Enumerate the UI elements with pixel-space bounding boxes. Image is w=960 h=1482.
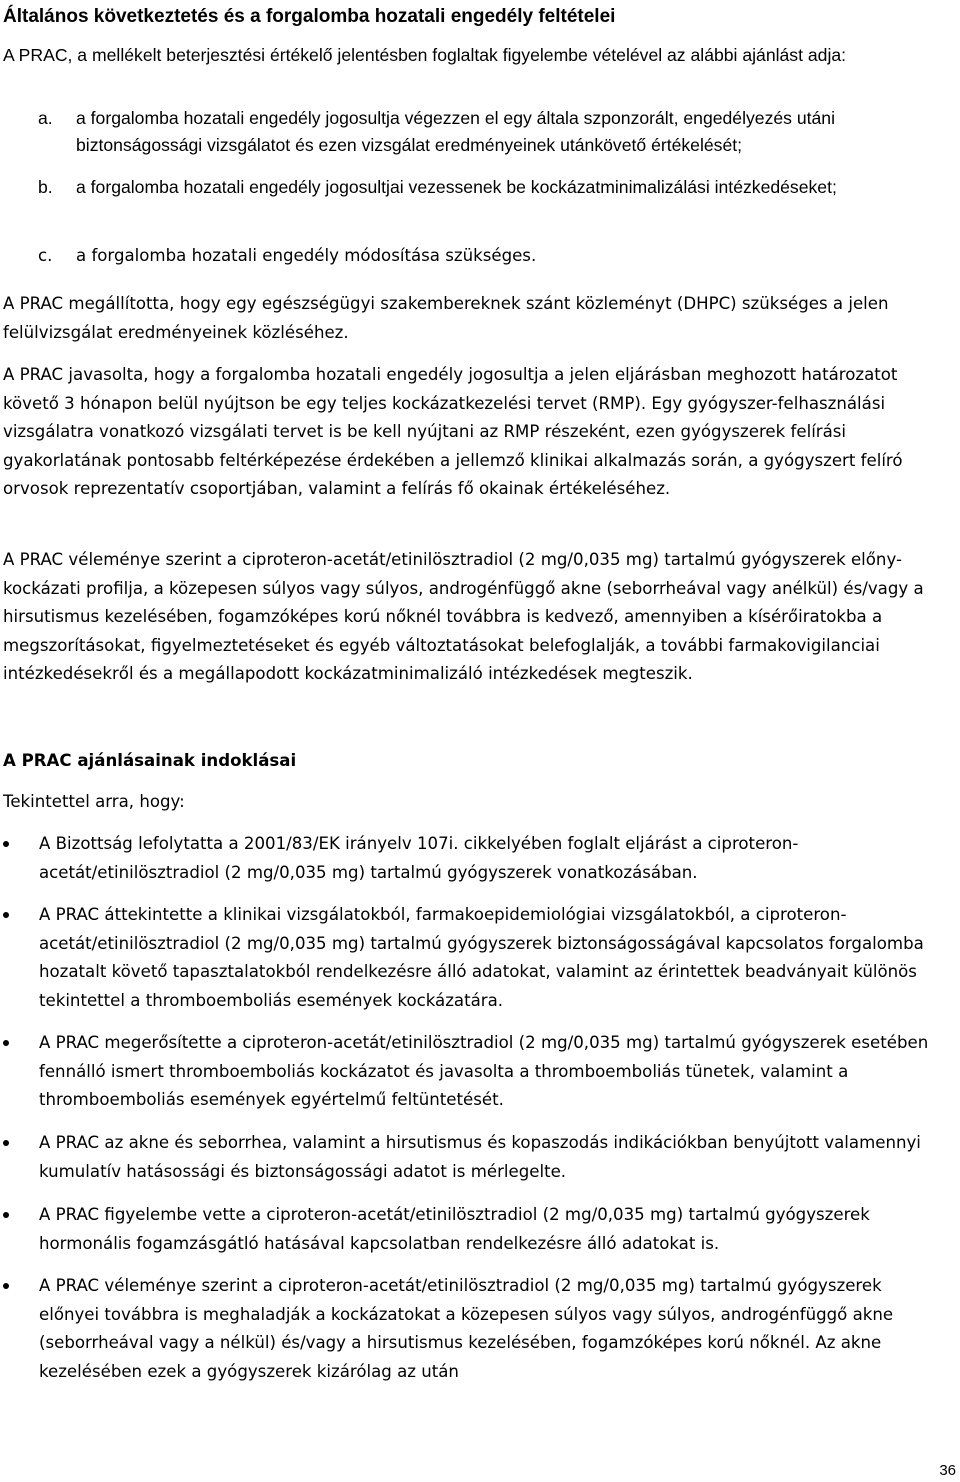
paragraph-dhpc: A PRAC megállította, hogy egy egészségügyi szakembereknek szánt közleményt (DHPC) szükséges a jelen felülvizsgálat eredményeinek közléséhez. — [3, 294, 889, 342]
paragraph-rmp: A PRAC javasolta, hogy a forgalomba hozatali engedély jogosultja a jelen eljárásban meghozott határozatot követő 3 hónapon belül nyújtson be egy teljes kockázatkezelési tervet (RMP). Egy gyógyszer-felhasználási vizsgálatra vonatkozó vizsgálati tervet is be kell nyújtani az RMP részeként, ezen gyógyszerek felírási gyakorlatának pontosabb feltérképezése érdekében a jellemző klinikai alkalmazás során, a gyógyszert felíró orvosok reprezentatív csoportjában, valamint a felírás fő okainak értékeléséhez. — [3, 365, 903, 499]
bullet-dot-icon — [3, 1283, 9, 1289]
list-item-b — [3, 174, 943, 201]
bullet-item — [3, 1201, 943, 1258]
page-number: 36 — [939, 1462, 956, 1479]
list-marker: b. — [38, 177, 53, 197]
bullet-text: A PRAC áttekintette a klinikai vizsgálatokból, farmakoepidemiológiai vizsgálatokból, a ciproteron-acetát/etinilösztradiol (2 mg/0,035 mg) tartalmú gyógyszerek biztonságosságával kapcsolatos forgalomba hozatalt követő tapasztalatokból rendelkezésre álló adatokat, valamint az érintettek beadványait különös tekintettel a thromboemboliás események kockázatára. — [39, 905, 924, 1010]
section-heading: A PRAC ajánlásainak indoklásai — [3, 751, 297, 770]
lead-text: Tekintettel arra, hogy: — [3, 792, 185, 811]
list-item-a — [3, 105, 943, 159]
conclusion-heading: Általános következtetés és a forgalomba hozatali engedély feltételei — [3, 6, 616, 27]
bullet-text: A PRAC véleménye szerint a ciproteron-acetát/etinilösztradiol (2 mg/0,035 mg) tartalmú gyógyszerek előnyei továbbra is meghaladják a kockázatokat a közepesen súlyos vagy súlyos, androgénfüggő akne (seborrheával vagy a nélkül) és/vagy a hirsutismus kezelésében, fogamzóképes korú nőknél. Az akne kezelésében ezek a gyógyszerek kizárólag az után — [39, 1276, 894, 1381]
bullet-dot-icon — [3, 912, 9, 918]
bullet-item — [3, 1129, 943, 1186]
list-item-c — [3, 242, 943, 269]
bullet-dot-icon — [3, 1212, 9, 1218]
bullet-text: A PRAC az akne és seborrhea, valamint a hirsutismus és kopaszodás indikációkban benyújtott valamennyi kumulatív hatásossági és biztonságossági adatot is mérlegelte. — [39, 1133, 921, 1181]
intro-paragraph: A PRAC, a mellékelt beterjesztési értékelő jelentésben foglaltak figyelembe vételével az alábbi ajánlást adja: — [3, 45, 847, 65]
bullet-text: A Bizottság lefolytatta a 2001/83/EK irányelv 107i. cikkelyében foglalt eljárást a ciproteron-acetát/etinilösztradiol (2 mg/0,035 mg) tartalmú gyógyszerek vonatkozásában. — [39, 834, 799, 882]
bullet-text: A PRAC megerősítette a ciproteron-acetát/etinilösztradiol (2 mg/0,035 mg) tartalmú gyógyszerek esetében fennálló ismert thromboemboliás kockázatot és javasolta a thromboemboliás tünetek, valamint a thromboemboliás események egyértelmű feltüntetését. — [39, 1033, 929, 1110]
list-item-text: a forgalomba hozatali engedély jogosultjai vezessenek be kockázatminimalizálási intézkedéseket; — [76, 177, 837, 197]
bullet-dot-icon — [3, 1140, 9, 1146]
bullet-item — [3, 830, 943, 887]
list-item-text: a forgalomba hozatali engedély jogosultja végezzen el egy általa szponzorált, engedélyezés utáni biztonságossági vizsgálatot és ezen vizsgálat eredményeinek utánkövető értékelését; — [76, 108, 835, 155]
bullet-dot-icon — [3, 1040, 9, 1046]
list-item-text: a forgalomba hozatali engedély módosítása szükséges. — [76, 246, 537, 265]
bullet-item — [3, 1029, 943, 1115]
bullet-dot-icon — [3, 841, 9, 847]
paragraph-benefit-risk: A PRAC véleménye szerint a ciproteron-acetát/etinilösztradiol (2 mg/0,035 mg) tartalmú gyógyszerek előny-kockázati profilja, a közepesen súlyos vagy súlyos, androgénfüggő akne (seborrheával vagy anélkül) és/vagy a hirsutismus kezelésében, fogamzóképes korú nőknél továbbra is kedvező, amennyiben a kísérőiratokba a megszorításokat, figyelmeztetéseket és egyéb változtatásokat belefoglalják, a további farmakovigilanciai intézkedésekről és a megállapodott kockázatminimalizáló intézkedések megteszik. — [3, 550, 924, 684]
bullet-item — [3, 901, 943, 1015]
list-marker: c. — [38, 246, 53, 265]
bullet-item — [3, 1272, 943, 1386]
list-marker: a. — [38, 108, 53, 128]
bullet-text: A PRAC figyelembe vette a ciproteron-acetát/etinilösztradiol (2 mg/0,035 mg) tartalmú gyógyszerek hormonális fogamzásgátló hatásával kapcsolatban rendelkezésre álló adatokat is. — [39, 1205, 870, 1253]
